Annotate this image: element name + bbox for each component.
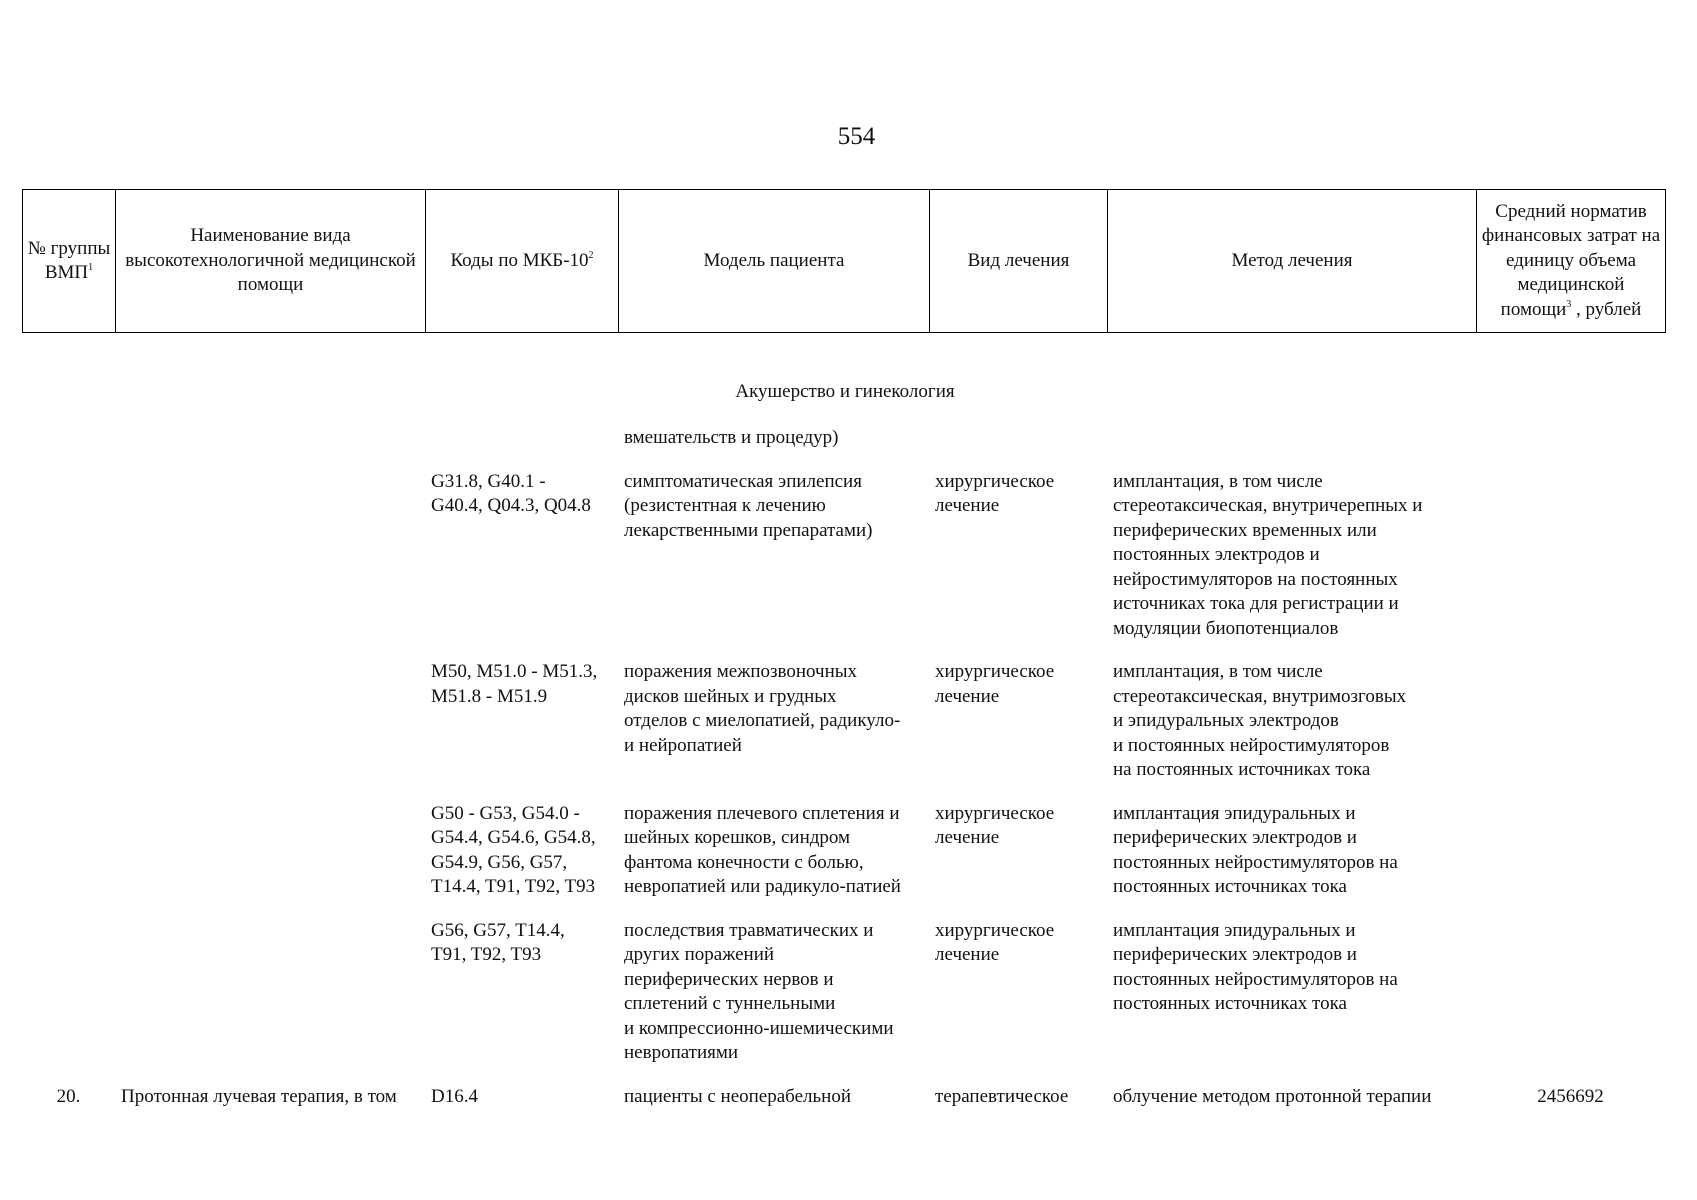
treatment-type: хирургическое лечение	[935, 470, 1055, 516]
treatment-method: имплантация эпидуральных и периферических электродов и постоянных нейростимуляторов на постоянных источниках тока	[1113, 802, 1398, 897]
group-number: 20.	[56, 1085, 81, 1107]
table-header	[22, 189, 1666, 333]
patient-model: поражения плечевого сплетения и шейных корешков, синдром фантома конечности с болью, невропатией или радикуло-патией	[624, 802, 901, 897]
header-treatment-method: Метод лечения	[1108, 190, 1477, 333]
section-title: Акушерство и гинекология	[735, 381, 955, 402]
header-icd-codes: Коды по МКБ-$10^2$	[426, 190, 619, 333]
table-row	[22, 660, 1665, 802]
header-patient-model: Модель пациента	[619, 190, 930, 333]
patient-model: поражения межпозвоночных дисков шейных и грудных отделов с миелопатией, радикуло- и нейропатией	[624, 661, 901, 756]
icd-codes: G31.8, G40.1 - G40.4, Q04.3, Q04.8	[431, 470, 591, 516]
header-care-type-name: Наименование вида высокотехнологичной медицинской помощи	[116, 190, 426, 333]
header-treatment-type: Вид лечения	[930, 190, 1108, 333]
treatment-method: облучение методом протонной терапии	[1113, 1085, 1432, 1107]
header-average-cost: Средний норматив финансовых затрат на единицу объема медицинской помощи$^3$ , рублей	[1477, 190, 1666, 333]
treatment-type: хирургическое лечение	[935, 802, 1055, 848]
patient-model: вмешательств и процедур)	[624, 427, 839, 448]
treatment-method: имплантация эпидуральных и периферических электродов и постоянных нейростимуляторов на постоянных источниках тока	[1113, 919, 1398, 1014]
treatment-method: имплантация, в том числе стереотаксическая, внутримозговых и эпидуральных электродов и постоянных нейростимуляторов на постоянных источниках тока	[1113, 661, 1407, 780]
table-body	[22, 426, 1665, 1109]
header-group-number: № группы ВМП$^1$	[23, 190, 116, 333]
icd-codes: G50 - G53, G54.0 - G54.4, G54.6, G54.8, G54.9, G56, G57, T14.4, T91, T92, T93	[431, 802, 596, 897]
icd-codes: G56, G57, T14.4, T91, T92, T93	[431, 919, 565, 965]
patient-model: последствия травматических и других поражений периферических нервов и сплетений с туннельными и компрессионно-ишемическими невропатиями	[624, 919, 894, 1063]
icd-codes: M50, M51.0 - M51.3, M51.8 - M51.9	[431, 661, 598, 707]
treatment-type: хирургическое лечение	[935, 919, 1055, 965]
average-cost: 2456692	[1537, 1085, 1604, 1107]
treatment-method: имплантация, в том числе стереотаксическая, внутричерепных и периферических временных или постоянных электродов и нейростимуляторов на постоянных источниках тока для регистрации и модуляции биопотенциалов	[1113, 470, 1423, 639]
table-row	[22, 1085, 1665, 1110]
icd-codes: D16.4	[431, 1085, 478, 1107]
table-row	[22, 470, 1665, 661]
treatment-type: хирургическое лечение	[935, 661, 1055, 707]
table-row	[22, 426, 1665, 470]
table-row	[22, 919, 1665, 1085]
table-row	[22, 802, 1665, 919]
treatment-type: терапевтическое	[935, 1085, 1069, 1107]
care-type-name: Протонная лучевая терапия, в том	[121, 1085, 397, 1107]
page-number: 554	[837, 123, 876, 150]
patient-model: пациенты с неоперабельной	[624, 1085, 852, 1107]
patient-model: симптоматическая эпилепсия (резистентная к лечению лекарственными препаратами)	[624, 470, 873, 541]
